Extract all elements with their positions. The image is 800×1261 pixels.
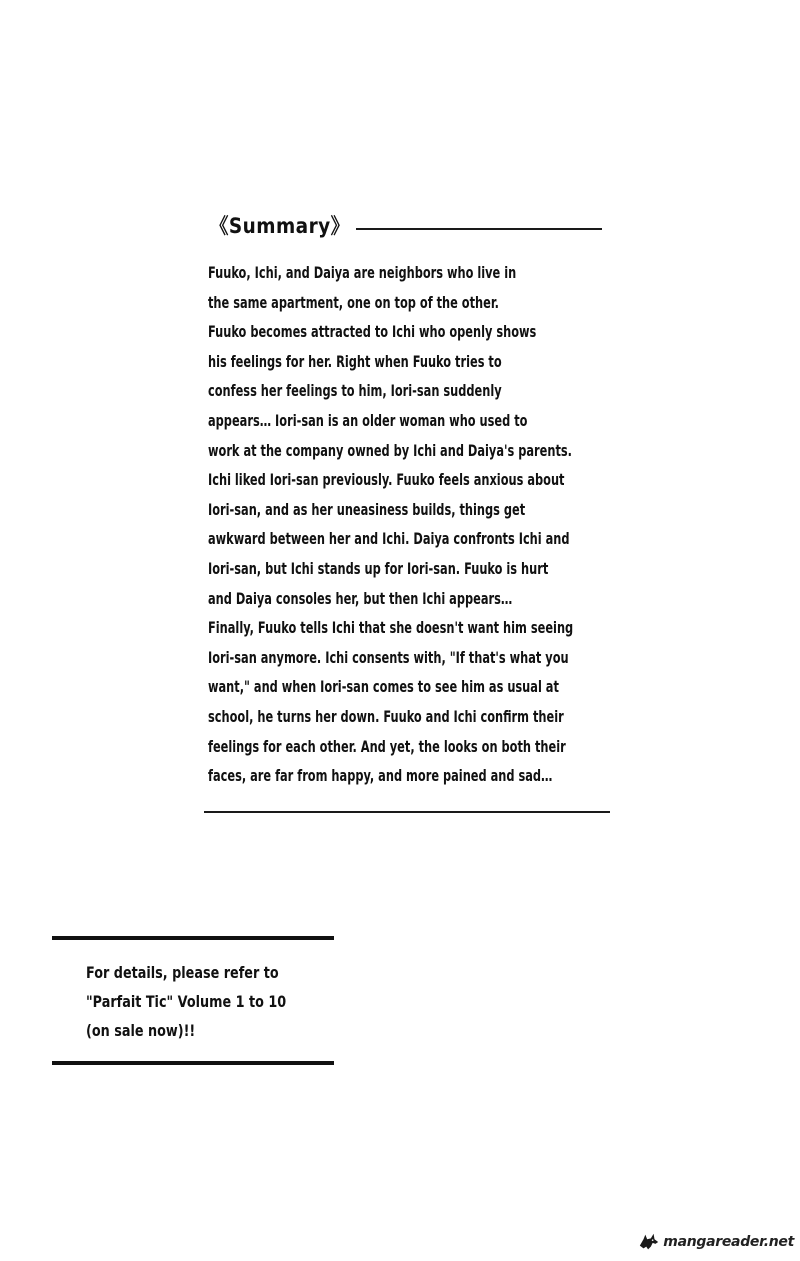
summary-line: Iori-san anymore. Ichi consents with, "If that's what you xyxy=(208,647,569,667)
summary-line: Ichi liked Iori-san previously. Fuuko feels anxious about xyxy=(208,470,565,490)
summary-line: work at the company owned by Ichi and Daiya's parents. xyxy=(208,440,572,460)
summary-line: Finally, Fuuko tells Ichi that she doesn't want him seeing xyxy=(208,618,574,638)
summary-line: Fuuko, Ichi, and Daiya are neighbors who live in xyxy=(208,263,517,282)
details-line: (on sale now)!! xyxy=(86,1021,196,1040)
summary-line: Iori-san, but Ichi stands up for Iori-san. Fuuko is hurt xyxy=(208,558,549,578)
summary-line: confess her feelings to him, Iori-san suddenly xyxy=(208,381,502,401)
summary-divider xyxy=(204,811,610,813)
summary-line: awkward between her and Ichi. Daiya confronts Ichi and xyxy=(208,529,570,549)
summary-line: Iori-san, and as her uneasiness builds, things get xyxy=(208,499,526,519)
details-note xyxy=(86,958,386,1045)
summary-line: Fuuko becomes attracted to Ichi who openly shows xyxy=(208,322,537,342)
watermark xyxy=(638,1231,794,1253)
summary-heading: 《Summary》 xyxy=(210,214,350,238)
watermark-text: mangareader.net xyxy=(663,1234,794,1250)
details-top-rule xyxy=(52,936,334,940)
wolf-logo-icon xyxy=(638,1231,660,1253)
summary-line: want," and when Iori-san comes to see him as usual at xyxy=(208,677,559,697)
details-bottom-rule xyxy=(52,1061,334,1065)
details-line: For details, please refer to xyxy=(86,963,279,982)
summary-line: his feelings for her. Right when Fuuko tries to xyxy=(208,351,502,371)
summary-line: feelings for each other. And yet, the looks on both their xyxy=(208,736,566,756)
summary-line: and Daiya consoles her, but then Ichi appears… xyxy=(208,588,513,608)
summary-body xyxy=(208,258,728,791)
summary-line: school, he turns her down. Fuuko and Ichi confirm their xyxy=(208,706,564,726)
summary-line: the same apartment, one on top of the other. xyxy=(208,292,499,312)
summary-line: faces, are far from happy, and more pained and sad… xyxy=(208,766,553,786)
details-line: "Parfait Tic" Volume 1 to 10 xyxy=(86,992,287,1011)
heading-rule xyxy=(356,228,602,230)
summary-line: appears… Iori-san is an older woman who used to xyxy=(208,410,528,430)
